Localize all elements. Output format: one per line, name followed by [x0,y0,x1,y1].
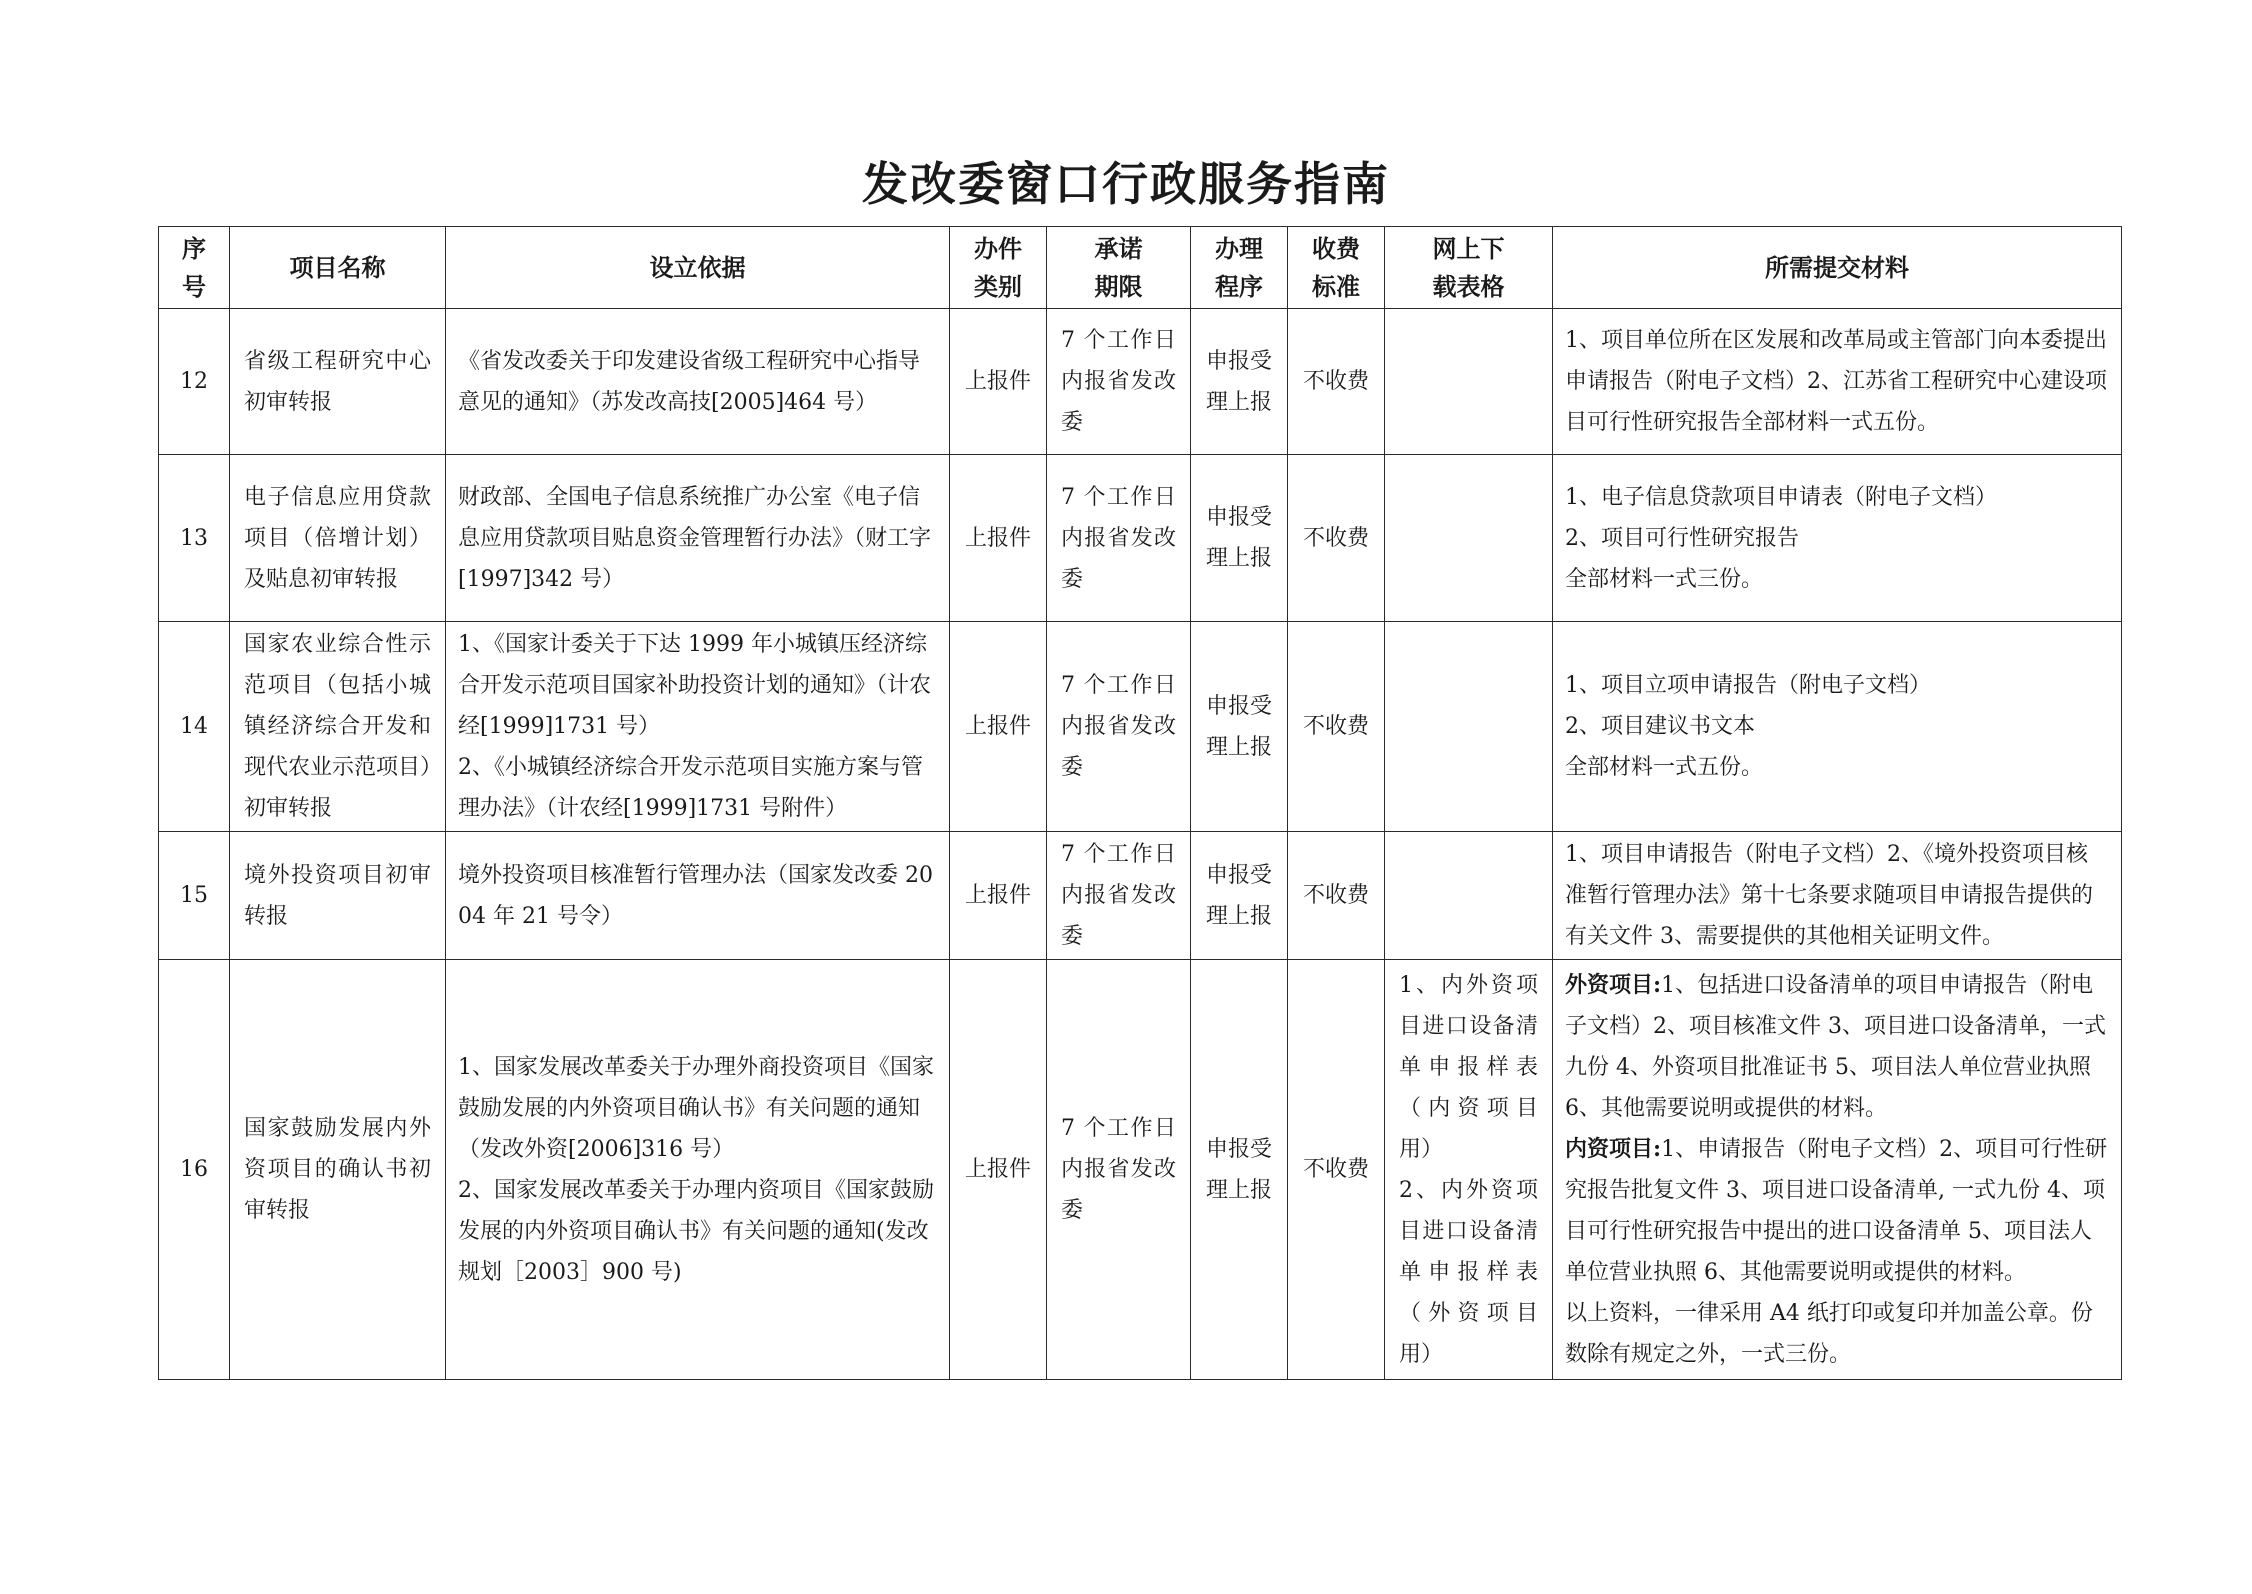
header-seq: 序 号 [159,227,230,309]
row-deadline: 7 个工作日内报省发改委 [1047,622,1191,832]
row-deadline: 7 个工作日内报省发改委 [1047,309,1191,455]
materials-foreign-label: 外资项目: [1565,971,1662,998]
row-basis: 1、《国家计委关于下达 1999 年小城镇压经济综合开发示范项目国家补助投资计划的通知》（计农经[1999]1731 号） 2、《小城镇经济综合开发示范项目实施方案与管理办法》（计农经[1999]1731 号附件） [446,622,950,832]
row-project-name: 国家农业综合性示范项目（包括小城镇经济综合开发和现代农业示范项目）初审转报 [230,622,446,832]
row-basis: 《省发改委关于印发建设省级工程研究中心指导意见的通知》（苏发改高技[2005]464 号） [446,309,950,455]
row-materials: 1、项目立项申请报告（附电子文档） 2、项目建议书文本 全部材料一式五份。 [1553,622,2122,832]
header-procedure: 办理 程序 [1191,227,1288,309]
row-seq: 14 [159,622,230,832]
table-row [159,832,2122,960]
row-forms [1385,832,1553,960]
table-header-row [159,227,2122,309]
row-basis: 境外投资项目核准暂行管理办法（国家发改委 2004 年 21 号令） [446,832,950,960]
row-materials: 1、电子信息贷款项目申请表（附电子文档） 2、项目可行性研究报告 全部材料一式三份。 [1553,455,2122,622]
row-type: 上报件 [950,622,1047,832]
row-fee: 不收费 [1288,832,1385,960]
row-materials: 1、项目单位所在区发展和改革局或主管部门向本委提出申请报告（附电子文档）2、江苏省工程研究中心建设项目可行性研究报告全部材料一式五份。 [1553,309,2122,455]
page-title: 发改委窗口行政服务指南 [862,157,1390,211]
row-type: 上报件 [950,455,1047,622]
service-guide-table [158,226,2122,1380]
header-deadline: 承诺 期限 [1047,227,1191,309]
table-row [159,455,2122,622]
row-materials: 1、项目申请报告（附电子文档）2、《境外投资项目核准暂行管理办法》第十七条要求随项目申请报告提供的有关文件 3、需要提供的其他相关证明文件。 [1553,832,2122,960]
row-fee: 不收费 [1288,960,1385,1380]
row-forms [1385,622,1553,832]
row-seq: 16 [159,960,230,1380]
table-row [159,309,2122,455]
row-fee: 不收费 [1288,455,1385,622]
row-basis: 财政部、全国电子信息系统推广办公室《电子信息应用贷款项目贴息资金管理暂行办法》（财工字[1997]342 号） [446,455,950,622]
row-fee: 不收费 [1288,309,1385,455]
row-type: 上报件 [950,832,1047,960]
table-row [159,622,2122,832]
row-type: 上报件 [950,960,1047,1380]
row-project-name: 境外投资项目初审转报 [230,832,446,960]
row-forms [1385,309,1553,455]
row-forms: 1、内外资项目进口设备清单申报样表（内资项目用） 2、内外资项目进口设备清单申报样表（外资项目用） [1385,960,1553,1380]
header-materials: 所需提交材料 [1553,227,2122,309]
header-fee: 收费 标准 [1288,227,1385,309]
row-seq: 13 [159,455,230,622]
header-type: 办件 类别 [950,227,1047,309]
table-row [159,960,2122,1380]
row-project-name: 国家鼓励发展内外资项目的确认书初审转报 [230,960,446,1380]
row-type: 上报件 [950,309,1047,455]
header-forms: 网上下 载表格 [1385,227,1553,309]
row-project-name: 电子信息应用贷款项目（倍增计划）及贴息初审转报 [230,455,446,622]
row-fee: 不收费 [1288,622,1385,832]
row-materials [1553,960,2122,1380]
row-procedure: 申报受理上报 [1191,960,1288,1380]
materials-foreign-text: 1、包括进口设备清单的项目申请报告（附电子文档）2、项目核准文件 3、项目进口设备清单，一式九份 4、外资项目批准证书 5、项目法人单位营业执照 6、其他需要说明或提供的材料。 [1565,972,2106,1121]
row-procedure: 申报受理上报 [1191,455,1288,622]
materials-note: 以上资料，一律采用 A4 纸打印或复印并加盖公章。份数除有规定之外，一式三份。 [1565,1300,2093,1367]
row-deadline: 7 个工作日内报省发改委 [1047,832,1191,960]
row-procedure: 申报受理上报 [1191,622,1288,832]
row-deadline: 7 个工作日内报省发改委 [1047,960,1191,1380]
header-name: 项目名称 [230,227,446,309]
row-seq: 12 [159,309,230,455]
row-seq: 15 [159,832,230,960]
header-basis: 设立依据 [446,227,950,309]
materials-domestic-label: 内资项目: [1565,1135,1662,1162]
row-forms [1385,455,1553,622]
row-project-name: 省级工程研究中心初审转报 [230,309,446,455]
materials-domestic-text: 1、申请报告（附电子文档）2、项目可行性研究报告批复文件 3、项目进口设备清单, 一式九份 4、项目可行性研究报告中提出的进口设备清单 5、项目法人单位营业执照 6、其他需要说明或提供的材料。 [1565,1136,2108,1285]
row-basis: 1、国家发展改革委关于办理外商投资项目《国家鼓励发展的内外资项目确认书》有关问题的通知（发改外资[2006]316 号） 2、国家发展改革委关于办理内资项目《国家鼓励发展的内外资项目确认书》有关问题的通知(发改规划［2003］900 号) [446,960,950,1380]
row-procedure: 申报受理上报 [1191,832,1288,960]
row-deadline: 7 个工作日内报省发改委 [1047,455,1191,622]
row-procedure: 申报受理上报 [1191,309,1288,455]
